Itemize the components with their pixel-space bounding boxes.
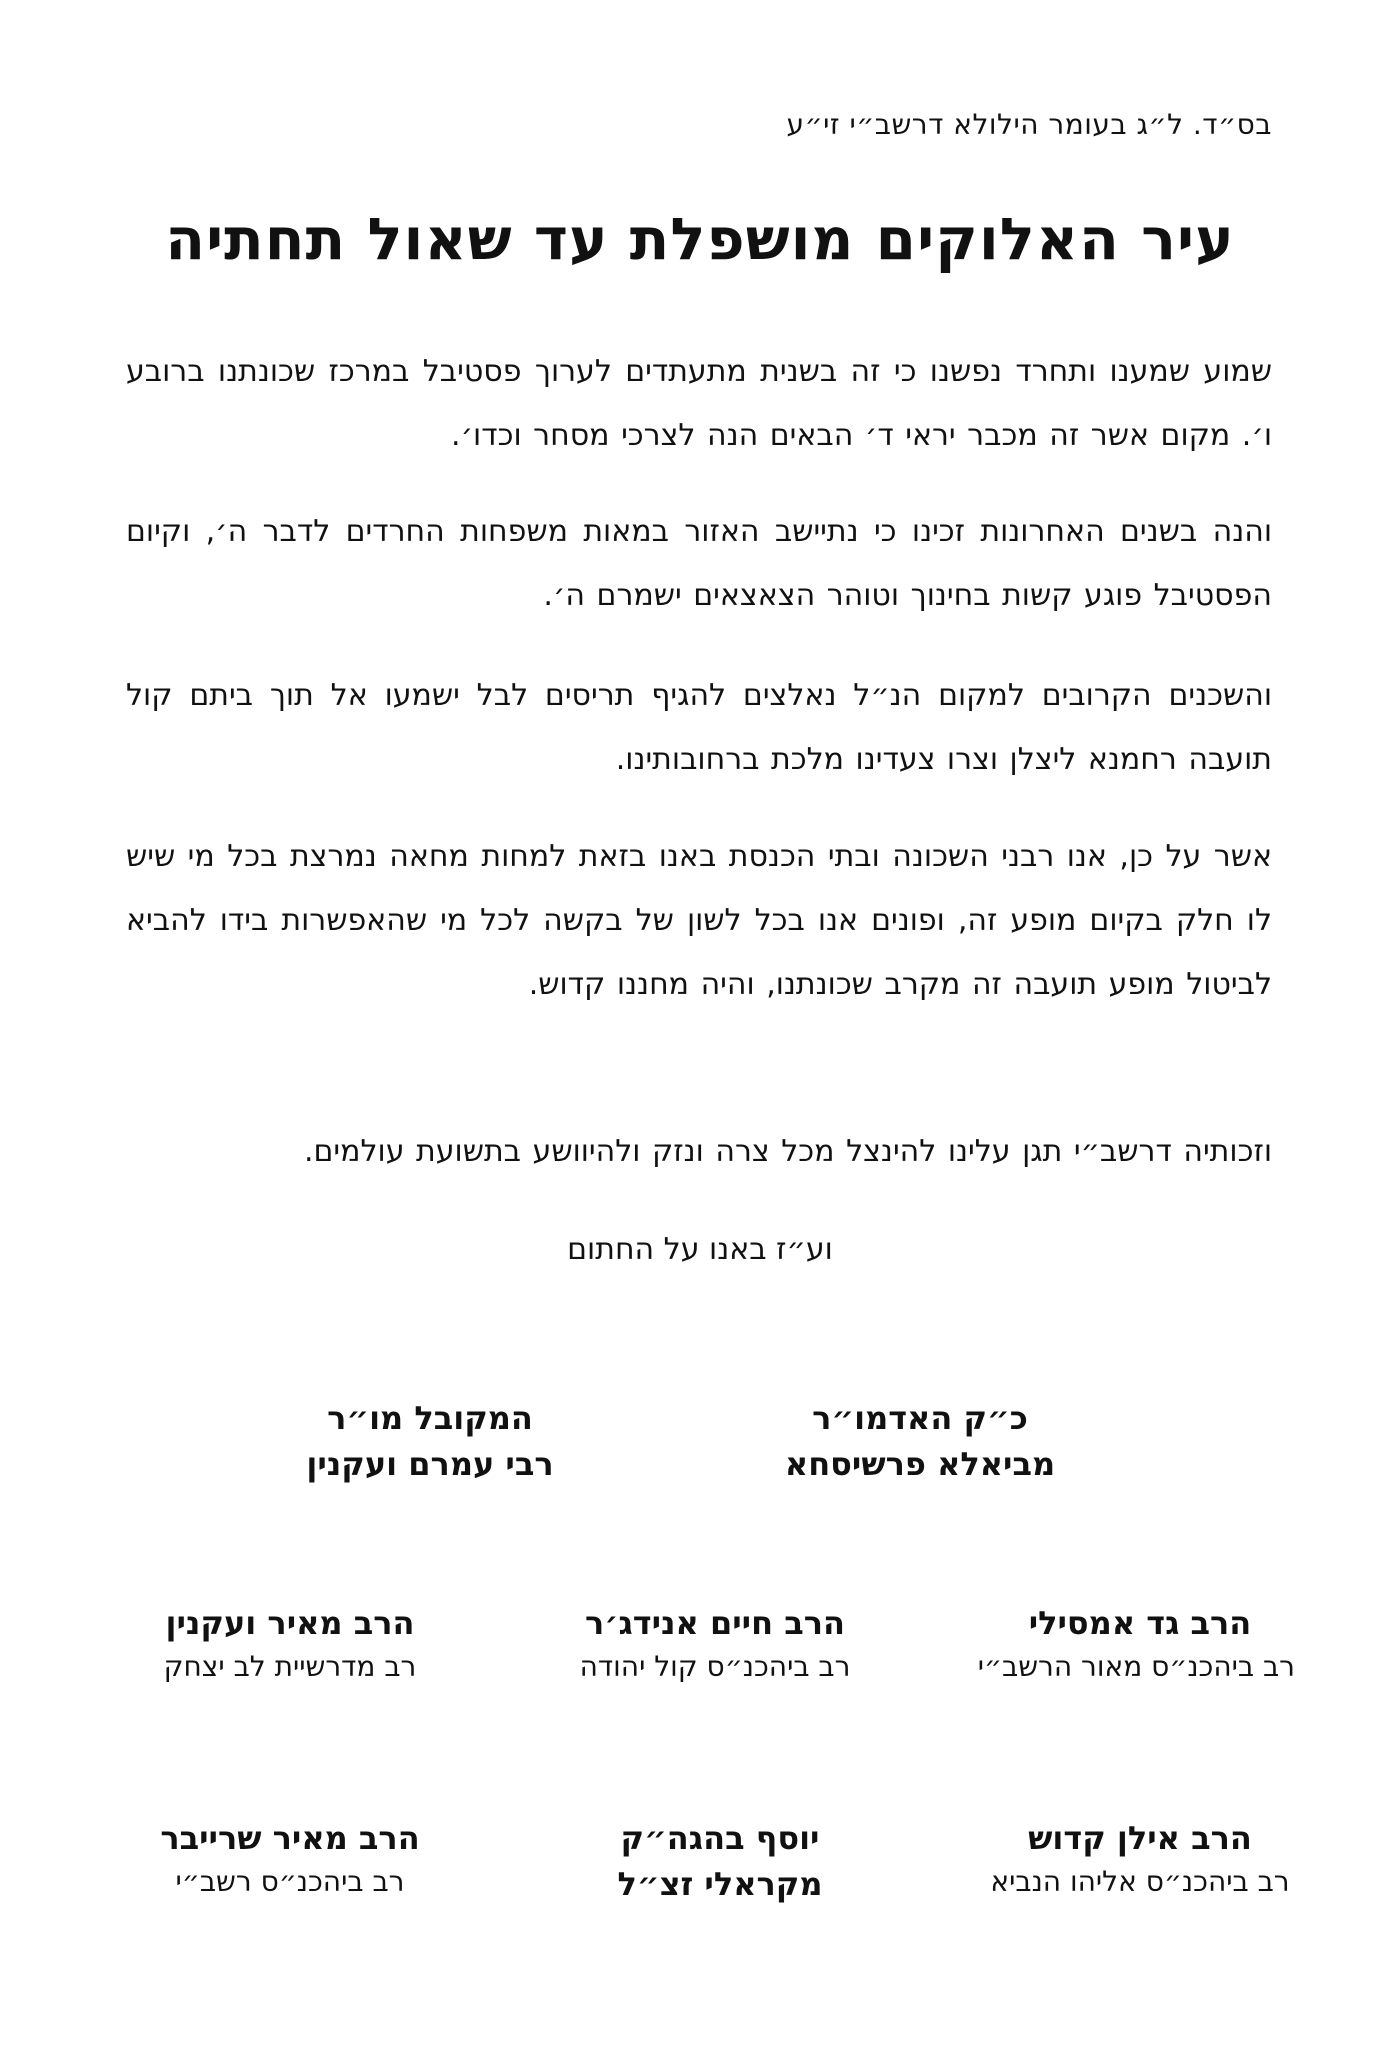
signature-block [985,1815,1295,1903]
paragraph: והנה בשנים האחרונות זכינו כי נתיישב האזור במאות משפחות החרדים לדבר ה׳, וקיום הפסטיבל פוגע קשות בחינוך וטוהר הצאצאים ישמרם ה׳. [126,514,1272,613]
signature-block [977,1600,1295,1688]
signatory-name: מביאלא פרשיסחא [784,1445,1056,1483]
signatory-name-continued: מקראלי זצ״ל [617,1865,823,1903]
paragraph: וזכותיה דרשב״י תגן עלינו להינצל מכל צרה ונזק ולהיוושע בתשועת עולמים. [303,1134,1272,1169]
signature-block [140,1600,440,1688]
signatory-title: המקובל מו״ר [327,1399,533,1437]
signatory-name: הרב גד אמסילי [1028,1604,1252,1642]
signatory-role: רב ביהכנ״ס רשב״י [175,1865,405,1898]
signatory-name: יוסף בהגה״ק [620,1819,820,1857]
signature-block [145,1815,435,1903]
signature-intro: וע״ז באנו על החתום [567,1232,833,1267]
signatory-role: רב מדרשיית לב יצחק [163,1650,417,1683]
signatory-name: הרב מאיר שרייבר [160,1819,420,1857]
dedication-line: בס״ד. ל״ג בעומר הילולא דרשב״י זי״ע [786,108,1272,141]
signature-block [560,1600,870,1688]
signatory-role: רב ביהכנ״ס מאור הרשב״י [977,1650,1295,1683]
signature-block [770,1395,1070,1487]
signatory-name: הרב חיים אנידג׳ר [585,1604,845,1642]
paragraph: שמוע שמענו ותחרד נפשנו כי זה בשנית מתעתדים לערוך פסטיבל במרכז שכונתנו ברובע ו׳. מקום אשר זה מכבר יראי ד׳ הבאים הנה לצרכי מסחר וכדו׳. [126,354,1272,453]
signatory-name: הרב מאיר ועקנין [165,1604,415,1642]
signature-block [600,1815,840,1907]
signatory-title: כ״ק האדמו״ר [812,1399,1028,1437]
signatory-name: הרב אילן קדוש [1028,1819,1252,1857]
signatory-role: רב ביהכנ״ס אליהו הנביא [990,1865,1290,1898]
page-title: עיר האלוקים מושפלת עד שאול תחתיה [165,205,1235,273]
signatory-name: רבי עמרם ועקנין [306,1445,554,1483]
paragraph: והשכנים הקרובים למקום הנ״ל נאלצים להגיף תריסים לבל ישמעו אל תוך ביתם קול תועבה רחמנא ליצלן וצרו צעדינו מלכת ברחובותינו. [126,678,1272,777]
paragraph: אשר על כן, אנו רבני השכונה ובתי הכנסת באנו בזאת למחות מחאה נמרצת בכל מי שיש לו חלק בקיום מופע זה, ופונים אנו בכל לשון של בקשה לכל מי שהאפשרות בידו להביא לביטול מופע תועבה זה מקרב שכונתנו, והיה מחננו קדוש. [126,839,1272,1002]
signatory-role: רב ביהכנ״ס קול יהודה [579,1650,851,1683]
signature-block [290,1395,570,1487]
